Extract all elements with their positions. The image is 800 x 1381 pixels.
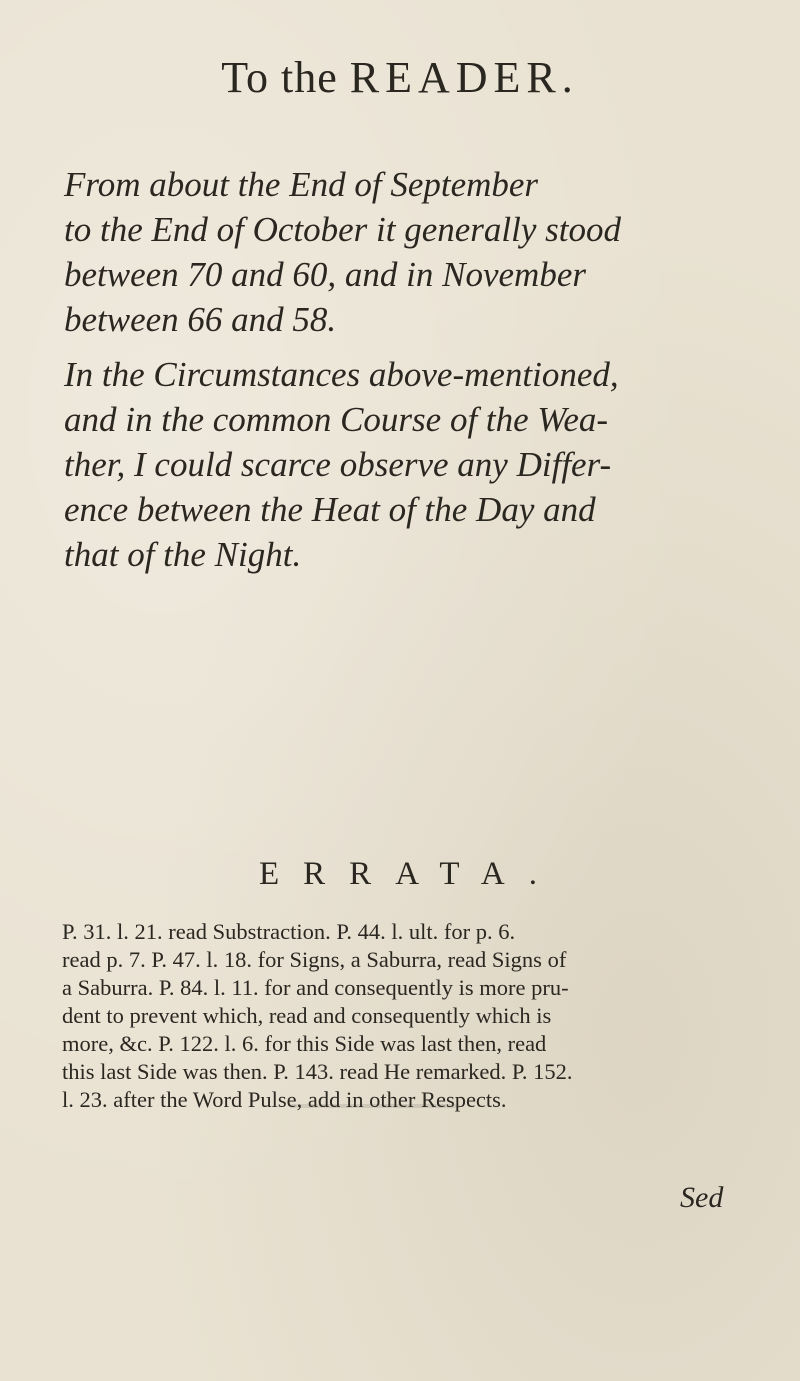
heading-reader: READER. bbox=[349, 53, 579, 102]
paragraph1-line: to the End of October it generally stood bbox=[64, 210, 621, 249]
paragraph-day-night-heat bbox=[64, 352, 754, 577]
errata-line: P. 31. l. 21. read Substraction. P. 44. l. ult. for p. 6. bbox=[62, 919, 516, 944]
errata-title: ERRATA. bbox=[259, 856, 561, 892]
paragraph2-line: In the Circumstances above-mentioned, bbox=[64, 355, 619, 394]
paragraph2-line: that of the Night. bbox=[64, 535, 302, 574]
paragraph-temperature-range bbox=[64, 162, 754, 342]
paragraph2-line: ther, I could scarce observe any Differ- bbox=[64, 445, 612, 484]
errata-line: dent to prevent which, read and consequently which is bbox=[62, 1003, 552, 1028]
errata-line: this last Side was then. P. 143. read He remarked. P. 152. bbox=[62, 1059, 573, 1084]
paragraph2-line: and in the common Course of the Wea- bbox=[64, 400, 609, 439]
errata-line: l. 23. after the Word Pulse, add in other Respects. bbox=[62, 1087, 507, 1112]
heading-the: the bbox=[281, 53, 338, 102]
heading-to: To bbox=[221, 53, 270, 102]
paragraph1-line: From about the End of September bbox=[64, 165, 539, 204]
errata-line: more, &c. P. 122. l. 6. for this Side was last then, read bbox=[62, 1031, 547, 1056]
errata-line: read p. 7. P. 47. l. 18. for Signs, a Saburra, read Signs of bbox=[62, 947, 567, 972]
paragraph2-line: ence between the Heat of the Day and bbox=[64, 490, 596, 529]
catchword: Sed bbox=[680, 1181, 724, 1214]
errata-line: a Saburra. P. 84. l. 11. for and consequently is more pru- bbox=[62, 975, 569, 1000]
page-heading bbox=[0, 52, 800, 103]
ink-smudge bbox=[290, 1104, 460, 1108]
paragraph1-line: between 66 and 58. bbox=[64, 300, 337, 339]
errata-list bbox=[62, 918, 762, 1114]
paragraph1-line: between 70 and 60, and in November bbox=[64, 255, 586, 294]
